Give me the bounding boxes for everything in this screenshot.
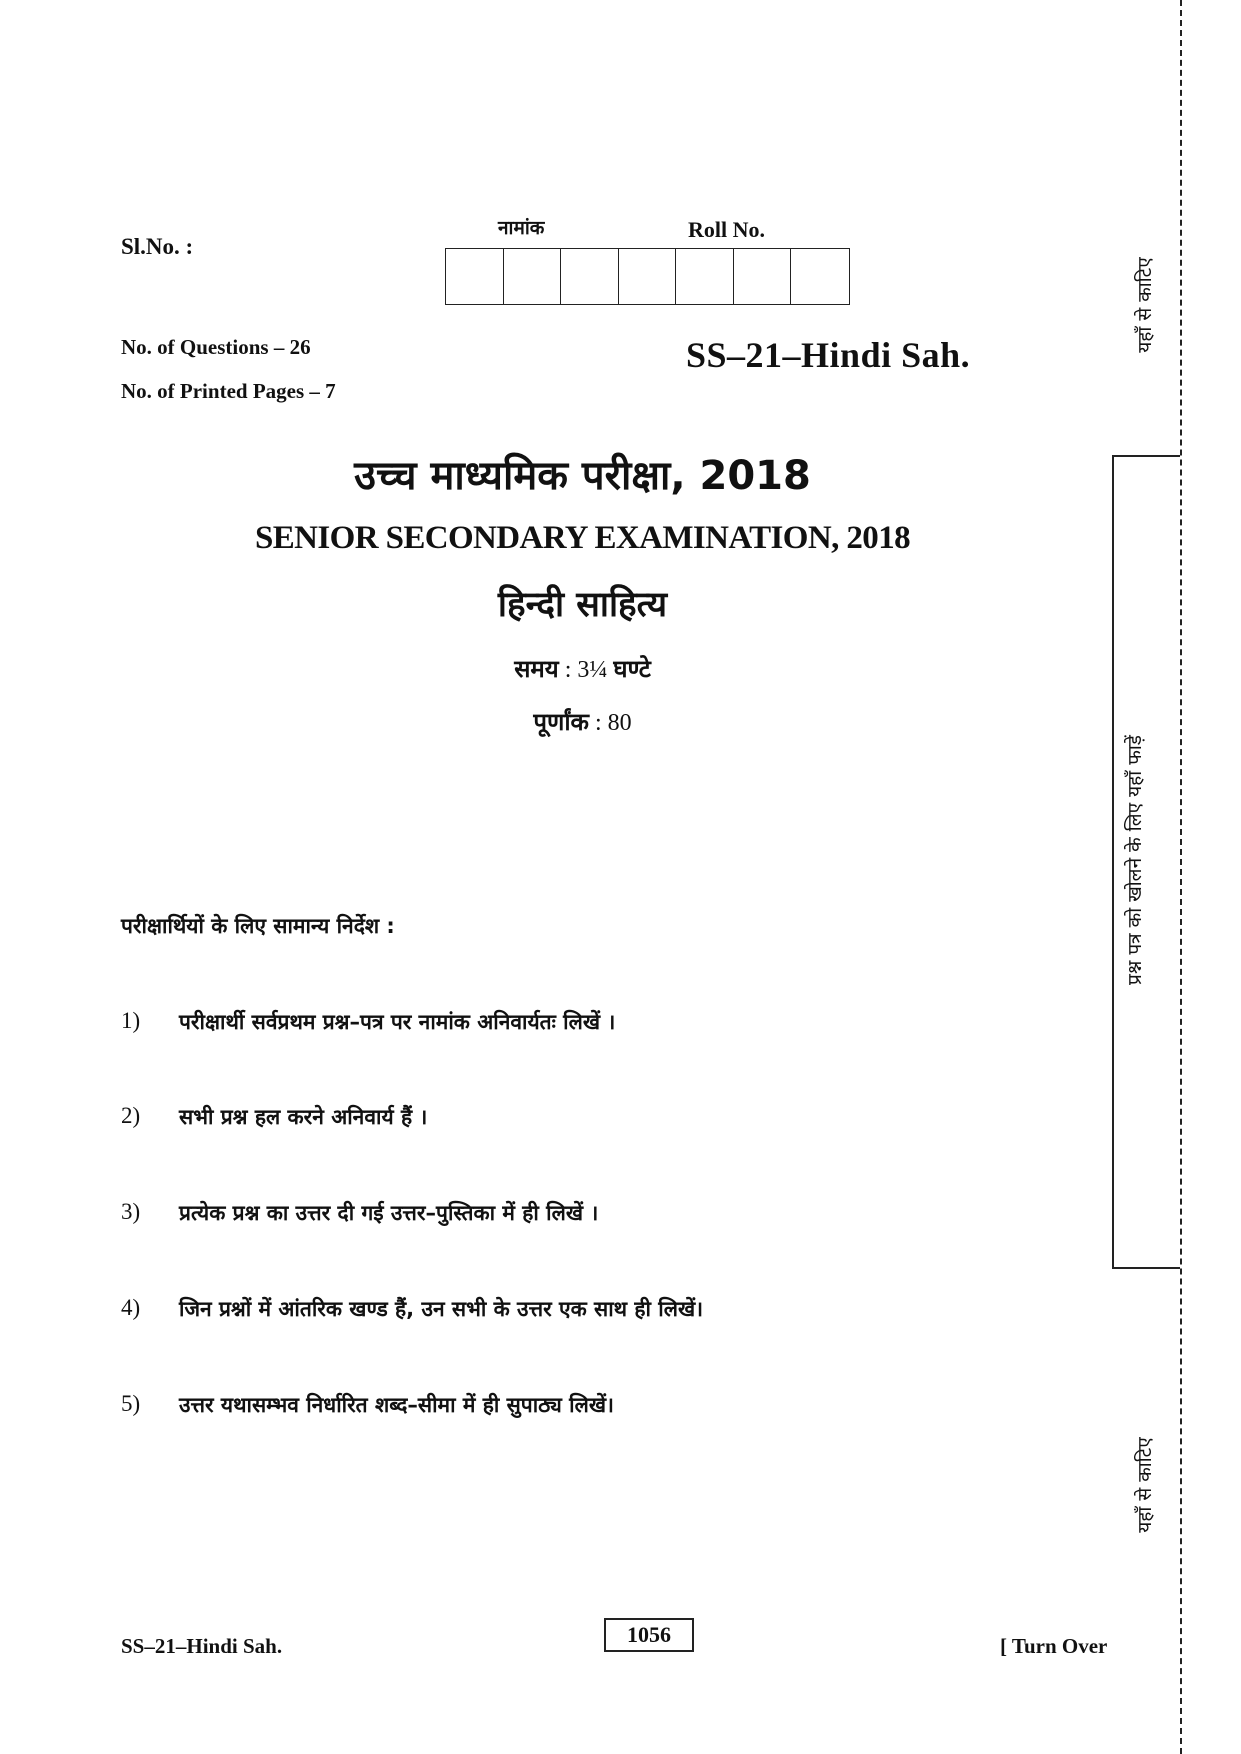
roll-digit-box[interactable] bbox=[791, 249, 849, 304]
instruction-item bbox=[121, 1199, 598, 1227]
roll-digit-box[interactable] bbox=[619, 249, 677, 304]
instruction-number: 2) bbox=[121, 1103, 141, 1128]
instruction-text: प्रत्येक प्रश्न का उत्तर दी गई उत्तर–पुस्तिका में ही लिखें । bbox=[179, 1201, 599, 1225]
marks-value: 80 bbox=[607, 710, 632, 736]
roll-digit-box[interactable] bbox=[446, 249, 504, 304]
tear-instruction-label: प्रश्न पत्र को खोलने के लिए यहाँ फाड़ें bbox=[1124, 735, 1146, 985]
instruction-text: जिन प्रश्नों में आंतरिक खण्ड हैं, उन सभी के उत्तर एक साथ ही लिखें। bbox=[179, 1297, 704, 1321]
instruction-number: 4) bbox=[121, 1295, 141, 1320]
instructions-heading: परीक्षार्थियों के लिए सामान्य निर्देश : bbox=[121, 914, 395, 938]
instruction-number: 5) bbox=[121, 1391, 141, 1416]
number-of-questions: No. of Questions – 26 bbox=[121, 335, 311, 359]
exam-title-hindi: उच्च माध्यमिक परीक्षा, 2018 bbox=[354, 453, 811, 499]
page-code: 1056 bbox=[604, 1618, 694, 1652]
roll-number-label: Roll No. bbox=[688, 217, 765, 242]
instruction-item bbox=[121, 1391, 614, 1419]
cut-line bbox=[1180, 0, 1182, 1754]
time-value: 3¼ bbox=[577, 657, 608, 683]
subject-title: हिन्दी साहित्य bbox=[497, 585, 668, 625]
time-label: समय bbox=[514, 655, 559, 683]
instruction-number: 1) bbox=[121, 1008, 141, 1033]
roll-digit-box[interactable] bbox=[504, 249, 562, 304]
namank-label: नामांक bbox=[498, 217, 545, 239]
maximum-marks: पूर्णांक : 80 bbox=[533, 708, 632, 736]
instruction-text: उत्तर यथासम्भव निर्धारित शब्द–सीमा में ही सुपाठ्य लिखें। bbox=[179, 1393, 614, 1417]
number-of-printed-pages: No. of Printed Pages – 7 bbox=[121, 379, 336, 403]
instruction-text: परीक्षार्थी सर्वप्रथम प्रश्न–पत्र पर नामांक अनिवार्यतः लिखें । bbox=[179, 1010, 616, 1034]
marks-label: पूर्णांक bbox=[533, 708, 589, 736]
time-unit: घण्टे bbox=[613, 655, 651, 683]
cut-here-top-label: यहाँ से काटिए bbox=[1134, 257, 1156, 353]
roll-digit-box[interactable] bbox=[561, 249, 619, 304]
roll-digit-box[interactable] bbox=[734, 249, 792, 304]
exam-duration: समय : 3¼ घण्टे bbox=[514, 655, 651, 683]
roll-digit-box[interactable] bbox=[676, 249, 734, 304]
instruction-item bbox=[121, 1103, 427, 1131]
footer-paper-code: SS–21–Hindi Sah. bbox=[121, 1634, 283, 1658]
roll-number-boxes bbox=[445, 248, 850, 305]
instruction-item bbox=[121, 1295, 703, 1323]
exam-title-english: SENIOR SECONDARY EXAMINATION, 2018 bbox=[254, 520, 910, 556]
cut-here-bottom-label: यहाँ से काटिए bbox=[1134, 1437, 1156, 1533]
serial-number-label: Sl.No. : bbox=[121, 234, 194, 259]
turn-over-label: [ Turn Over bbox=[1000, 1634, 1108, 1658]
instruction-text: सभी प्रश्न हल करने अनिवार्य हैं । bbox=[179, 1105, 428, 1129]
instruction-item bbox=[121, 1008, 615, 1036]
instruction-number: 3) bbox=[121, 1199, 141, 1224]
paper-code: SS–21–Hindi Sah. bbox=[686, 335, 971, 375]
